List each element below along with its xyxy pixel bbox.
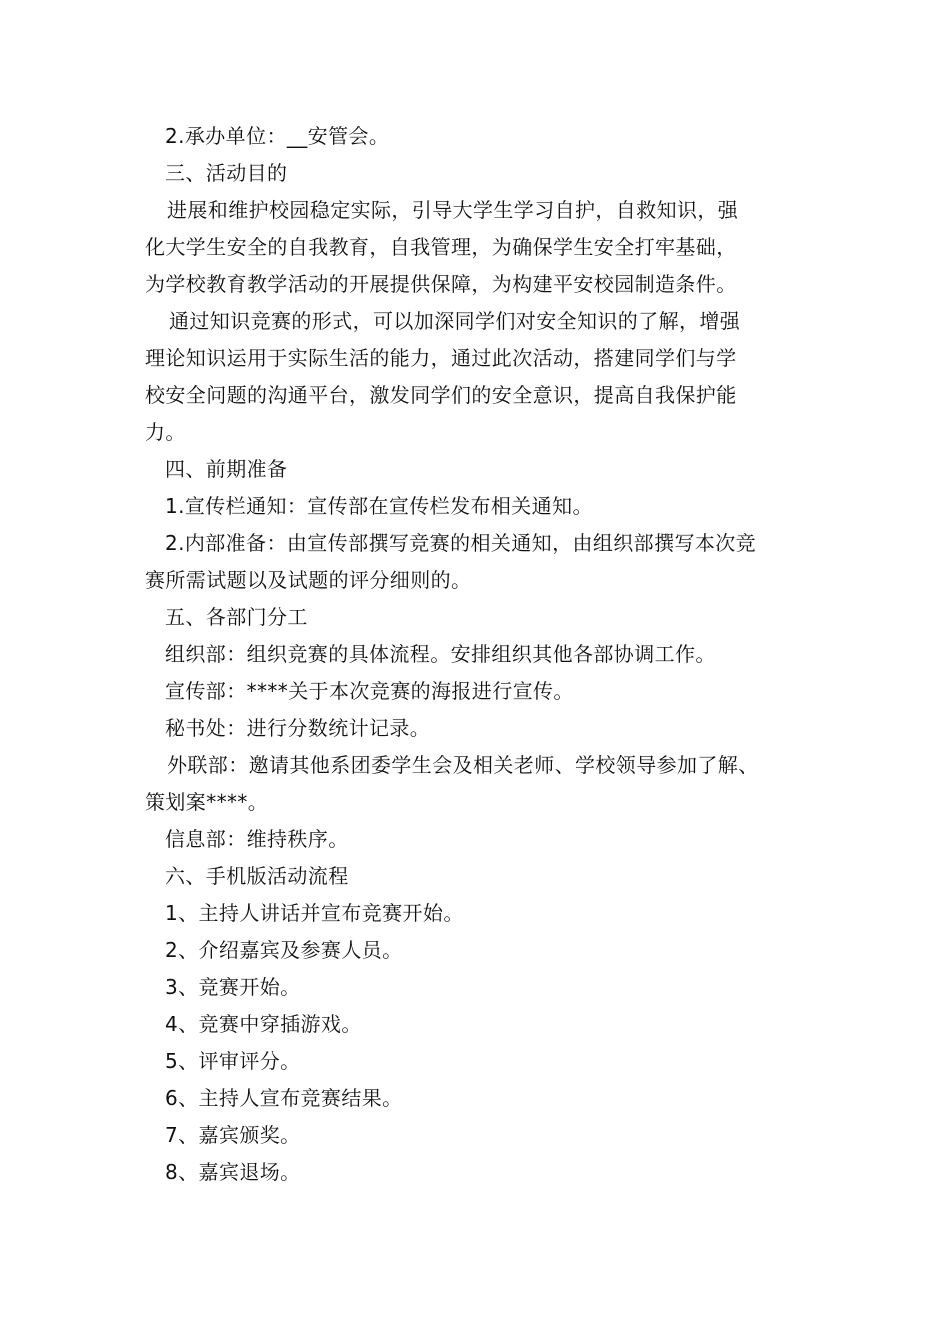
body-line: 理论知识运用于实际生活的能力，通过此次活动，搭建同学们与学 — [145, 346, 737, 370]
section-heading: 三、活动目的 — [165, 161, 288, 185]
body-line: 赛所需试题以及试题的评分细则的。 — [145, 568, 472, 592]
body-line: 1.宣传栏通知：宣传部在宣传栏发布相关通知。 — [165, 494, 593, 518]
list-item: 4、竞赛中穿插游戏。 — [165, 1012, 362, 1036]
document-body — [145, 118, 825, 1191]
list-item: 6、主持人宣布竞赛结果。 — [165, 1086, 403, 1110]
section-heading: 五、各部门分工 — [165, 605, 308, 629]
body-line: 宣传部：****关于本次竞赛的海报进行宣传。 — [165, 679, 574, 703]
body-line: 组织部：组织竞赛的具体流程。安排组织其他各部协调工作。 — [165, 642, 716, 666]
body-line: 校安全问题的沟通平台，激发同学们的安全意识，提高自我保护能 — [145, 383, 737, 407]
body-line: 化大学生安全的自我教育，自我管理，为确保学生安全打牢基础， — [145, 235, 737, 259]
list-item: 8、嘉宾退场。 — [165, 1160, 301, 1184]
body-line: 通过知识竞赛的形式，可以加深同学们对安全知识的了解，增强 — [169, 309, 741, 333]
body-line: 2.内部准备：由宣传部撰写竞赛的相关通知，由组织部撰写本次竞 — [165, 531, 757, 555]
body-line: 进展和维护校园稳定实际，引导大学生学习自护，自救知识，强 — [167, 198, 739, 222]
list-item: 1、主持人讲话并宣布竞赛开始。 — [165, 901, 464, 925]
list-item: 5、评审评分。 — [165, 1049, 301, 1073]
list-item: 3、竞赛开始。 — [165, 975, 301, 999]
body-line: 为学校教育教学活动的开展提供保障，为构建平安校园制造条件。 — [145, 272, 737, 296]
section-heading: 六、手机版活动流程 — [165, 864, 349, 888]
list-item: 7、嘉宾颁奖。 — [165, 1123, 301, 1147]
body-line: 2.承办单位：__安管会。 — [165, 124, 390, 148]
list-item: 2、介绍嘉宾及参赛人员。 — [165, 938, 403, 962]
body-line: 秘书处：进行分数统计记录。 — [165, 716, 431, 740]
body-line: 外联部：邀请其他系团委学生会及相关老师、学校领导参加了解、 — [167, 753, 759, 777]
section-heading: 四、前期准备 — [165, 457, 288, 481]
body-line: 力。 — [145, 420, 186, 444]
body-line: 信息部：维持秩序。 — [165, 827, 349, 851]
body-line: 策划案****。 — [145, 790, 269, 814]
